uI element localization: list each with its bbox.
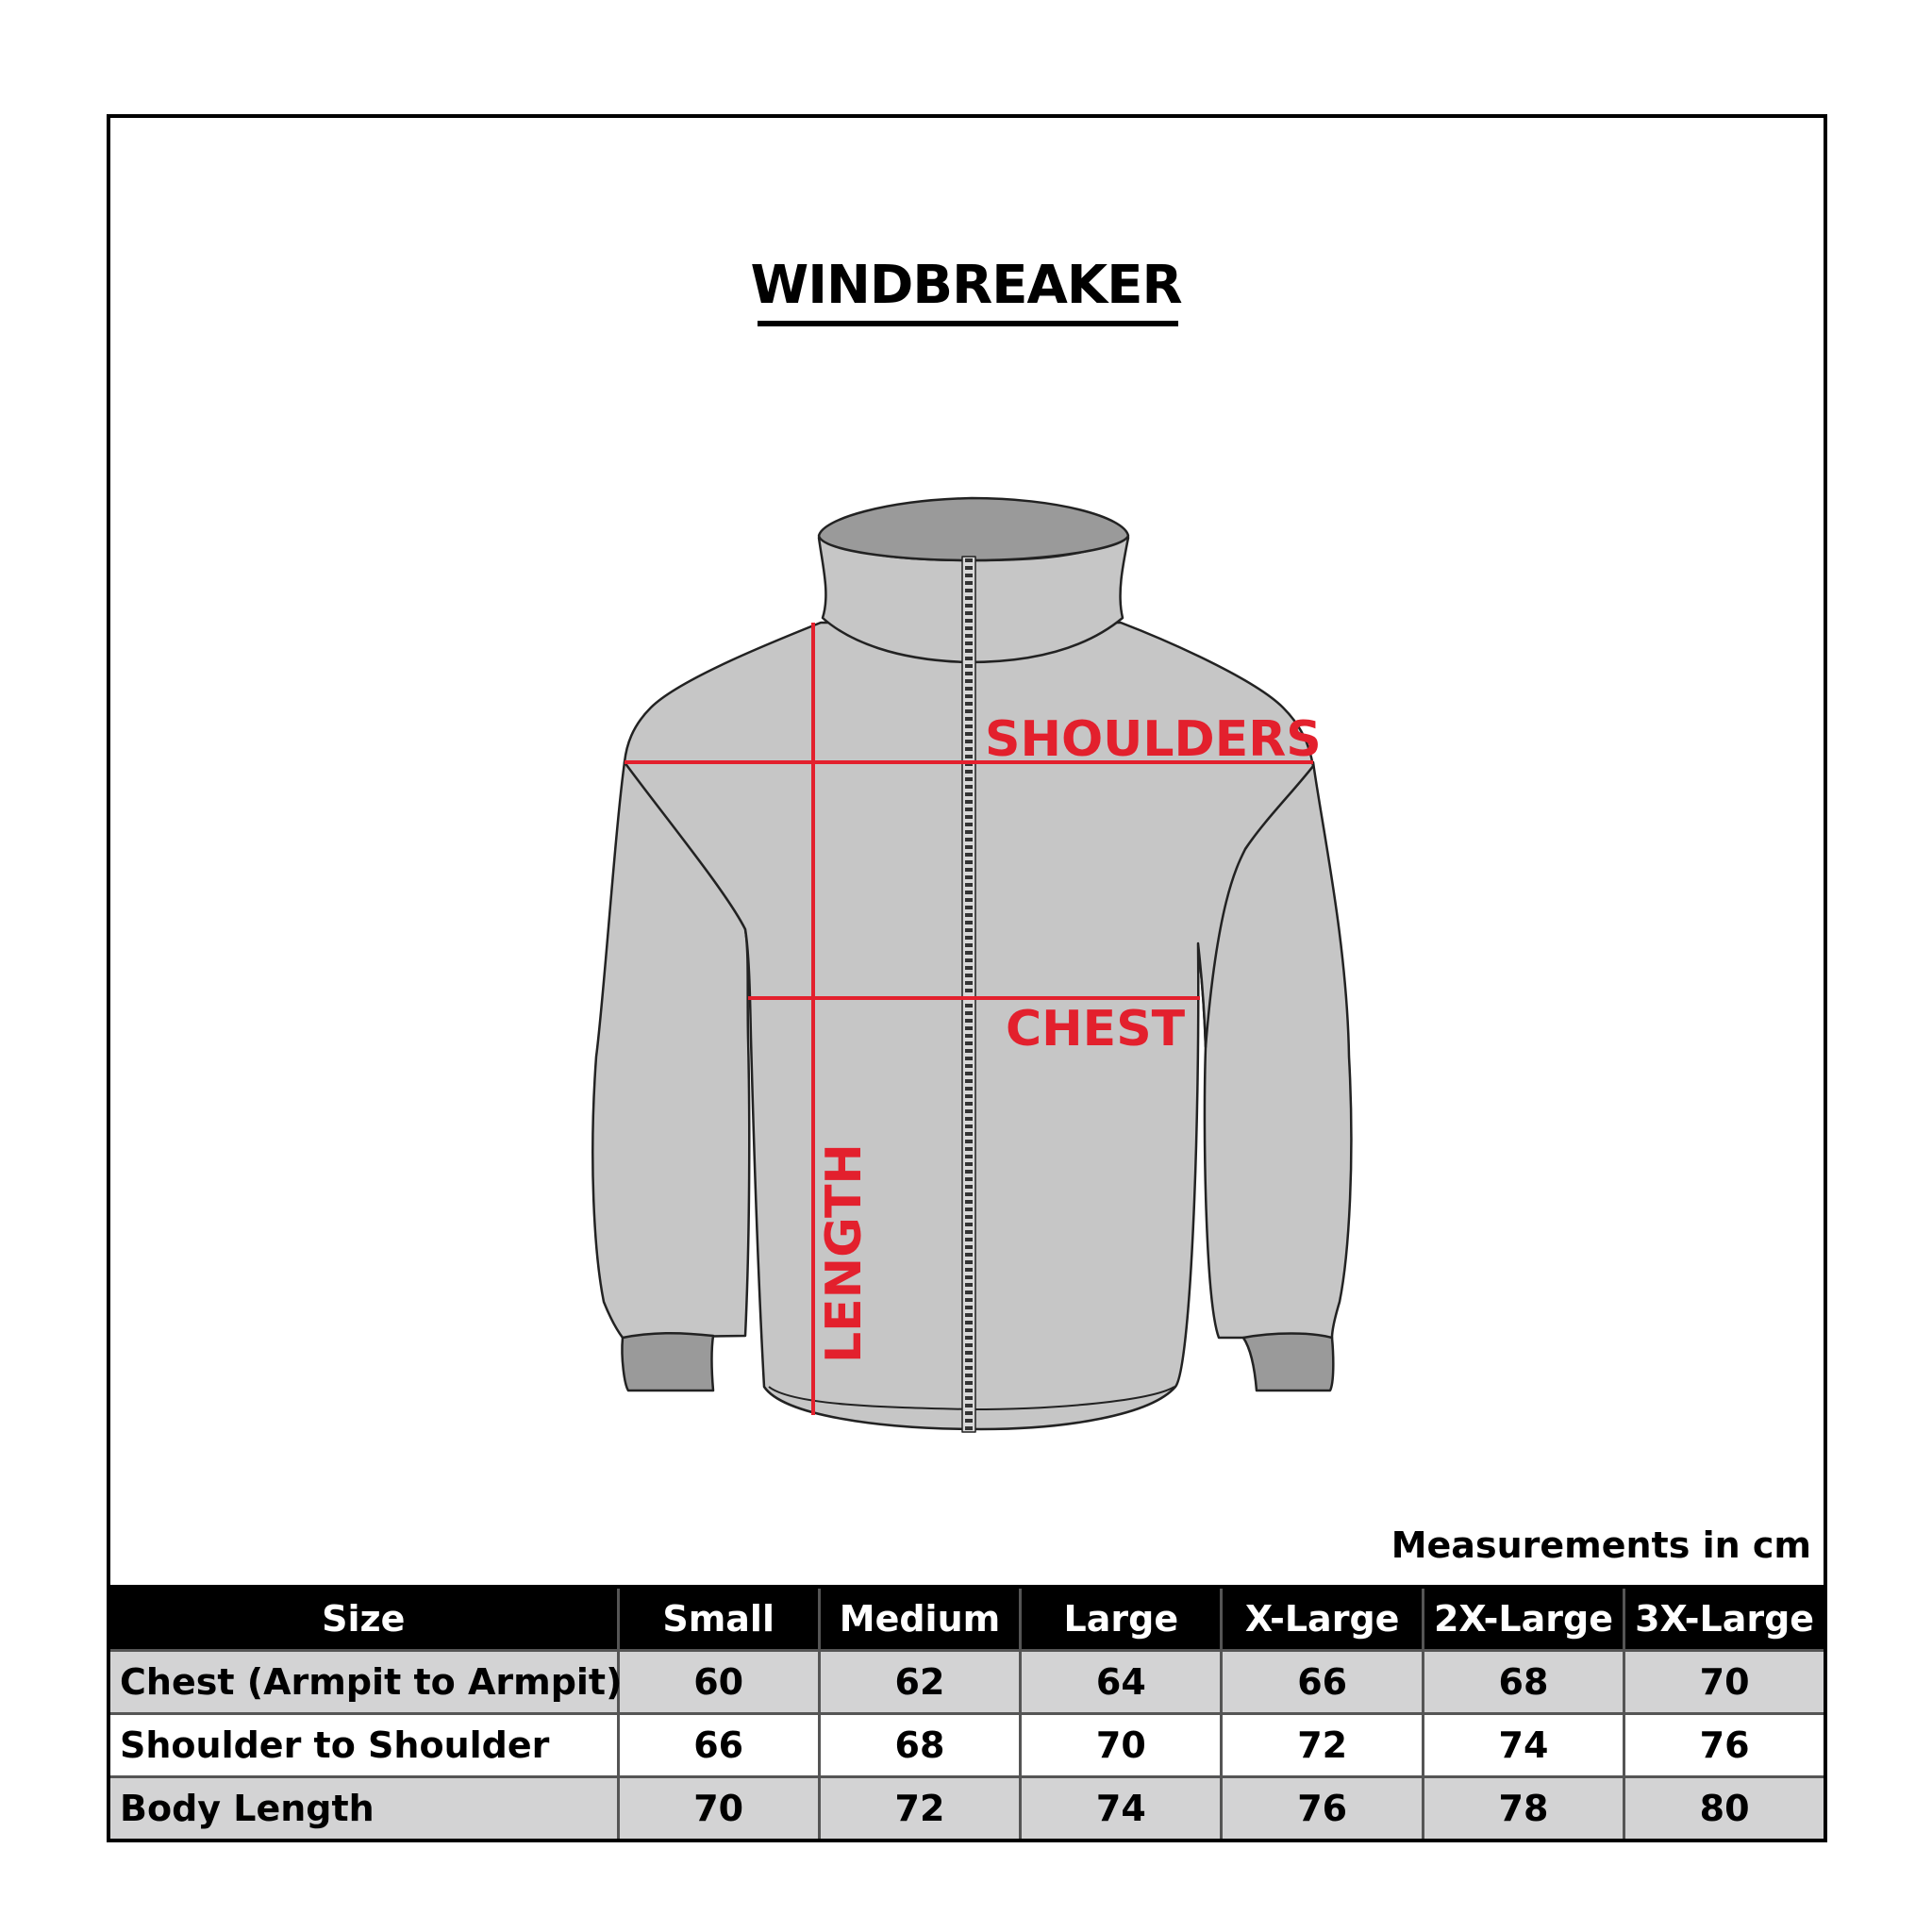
- left-cuff: [622, 1333, 713, 1391]
- header-x-large: X-Large: [1222, 1587, 1423, 1651]
- table-row: [108, 1777, 1825, 1841]
- table-row: [108, 1714, 1825, 1777]
- table-cell: 78: [1423, 1777, 1624, 1841]
- table-cell: 62: [819, 1651, 1020, 1714]
- table-cell: 60: [618, 1651, 819, 1714]
- units-note: Measurements in cm: [1391, 1524, 1811, 1566]
- row-label: Body Length: [108, 1777, 618, 1841]
- chest-label: CHEST: [1006, 1001, 1186, 1058]
- table-cell: 68: [819, 1714, 1020, 1777]
- header-small: Small: [618, 1587, 819, 1651]
- table-row: [108, 1651, 1825, 1714]
- table-cell: 72: [819, 1777, 1020, 1841]
- table-header-row: [108, 1587, 1825, 1651]
- row-label: Shoulder to Shoulder: [108, 1714, 618, 1777]
- right-cuff: [1243, 1334, 1333, 1391]
- jacket-outline: [592, 498, 1351, 1432]
- size-table: [107, 1585, 1827, 1842]
- table-cell: 66: [1222, 1651, 1423, 1714]
- header-size: Size: [108, 1587, 618, 1651]
- table-cell: 80: [1624, 1777, 1825, 1841]
- table-cell: 74: [1021, 1777, 1222, 1841]
- table-cell: 66: [618, 1714, 819, 1777]
- page-title: WINDBREAKER: [750, 255, 1182, 316]
- table-cell: 74: [1423, 1714, 1624, 1777]
- table-cell: 76: [1624, 1714, 1825, 1777]
- table-cell: 70: [1624, 1651, 1825, 1714]
- table-cell: 64: [1021, 1651, 1222, 1714]
- collar-inner: [819, 498, 1128, 560]
- header-medium: Medium: [819, 1587, 1020, 1651]
- shoulders-label: SHOULDERS: [985, 711, 1322, 768]
- table-cell: 76: [1222, 1777, 1423, 1841]
- table-cell: 72: [1222, 1714, 1423, 1777]
- table-cell: 70: [1021, 1714, 1222, 1777]
- length-label: LENGTH: [816, 1143, 873, 1363]
- header-large: Large: [1021, 1587, 1222, 1651]
- table-cell: 70: [618, 1777, 819, 1841]
- header-3x-large: 3X-Large: [1624, 1587, 1825, 1651]
- header-2x-large: 2X-Large: [1423, 1587, 1624, 1651]
- row-label: Chest (Armpit to Armpit): [108, 1651, 618, 1714]
- table-cell: 68: [1423, 1651, 1624, 1714]
